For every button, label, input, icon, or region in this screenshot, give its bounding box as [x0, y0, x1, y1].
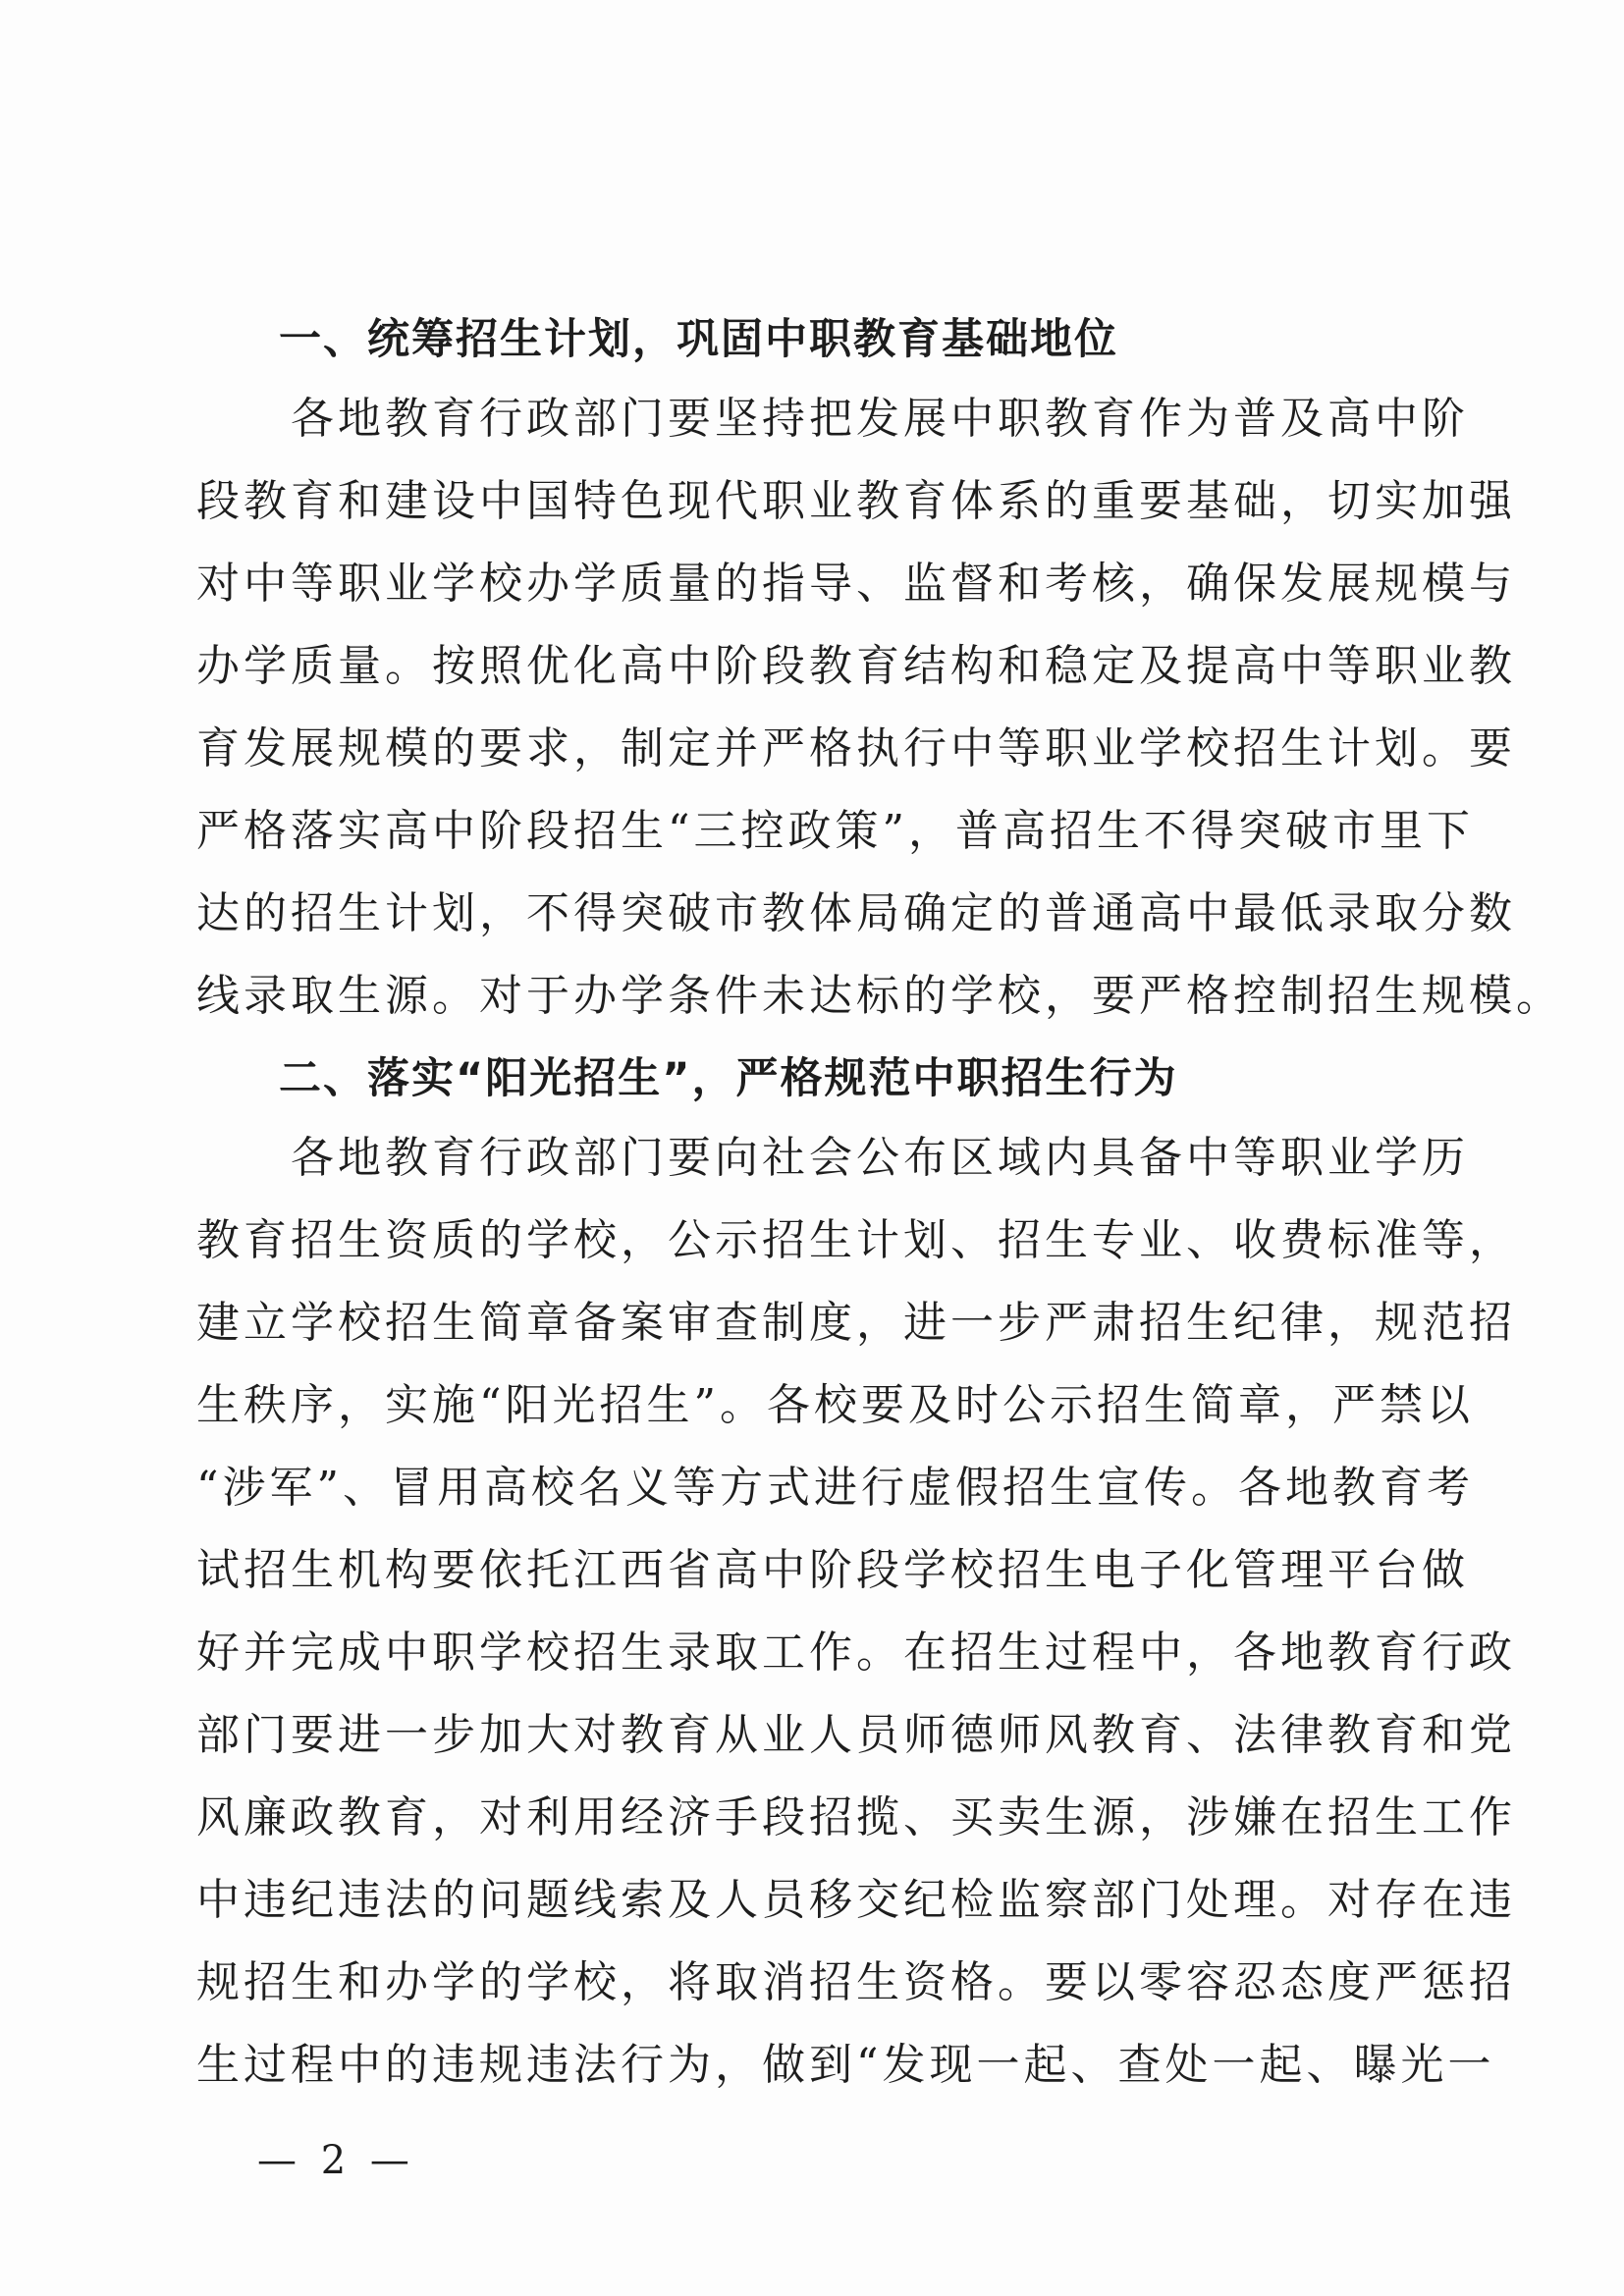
paragraph-line: 中违纪违法的问题线索及人员移交纪检监察部门处理。对存在违 [196, 1875, 1516, 1925]
page-number: — 2 — [257, 2138, 415, 2183]
paragraph-line: 规招生和办学的学校，将取消招生资格。要以零容忍态度严惩招 [196, 1957, 1516, 2007]
paragraph-line: 段教育和建设中国特色现代职业教育体系的重要基础，切实加强 [196, 476, 1516, 526]
paragraph-line: 严格落实高中阶段招生“三控政策”，普高招生不得突破市里下 [196, 806, 1474, 856]
section-2-heading: 二、落实“阳光招生”，严格规范中职招生行为 [279, 1054, 1178, 1103]
paragraph-line: 达的招生计划，不得突破市教体局确定的普通高中最低录取分数 [196, 888, 1516, 938]
paragraph-line: 生过程中的违规违法行为，做到“发现一起、查处一起、曝光一 [196, 2040, 1495, 2090]
section-1-heading: 一、统筹招生计划，巩固中职教育基础地位 [279, 315, 1118, 364]
paragraph-line: 教育招生资质的学校，公示招生计划、招生专业、收费标准等， [196, 1215, 1516, 1265]
paragraph-line: 建立学校招生简章备案审查制度，进一步严肃招生纪律，规范招 [196, 1298, 1516, 1348]
paragraph-line: 好并完成中职学校招生录取工作。在招生过程中，各地教育行政 [196, 1628, 1516, 1678]
paragraph-line: 部门要进一步加大对教育从业人员师德师风教育、法律教育和党 [196, 1710, 1516, 1760]
paragraph-line: “涉军”、冒用高校名义等方式进行虚假招生宣传。各地教育考 [196, 1463, 1474, 1513]
paragraph-line: 育发展规模的要求，制定并严格执行中等职业学校招生计划。要 [196, 723, 1516, 774]
paragraph-line: 线录取生源。对于办学条件未达标的学校，要严格控制招生规模。 [196, 971, 1563, 1021]
section-1-paragraph [196, 378, 1563, 1038]
paragraph-line: 试招生机构要依托江西省高中阶段学校招生电子化管理平台做 [196, 1545, 1469, 1595]
paragraph-line: 对中等职业学校办学质量的指导、监督和考核，确保发展规模与 [196, 559, 1516, 609]
paragraph-line: 风廉政教育，对利用经济手段招揽、买卖生源，涉嫌在招生工作 [196, 1792, 1516, 1842]
paragraph-line: 办学质量。按照优化高中阶段教育结构和稳定及提高中等职业教 [196, 641, 1516, 691]
paragraph-line: 各地教育行政部门要向社会公布区域内具备中等职业学历 [196, 1133, 1469, 1183]
paragraph-line: 生秩序，实施“阳光招生”。各校要及时公示招生简章，严禁以 [196, 1380, 1474, 1430]
paragraph-line: 各地教育行政部门要坚持把发展中职教育作为普及高中阶 [196, 394, 1469, 444]
section-2-paragraph [196, 1117, 1516, 2107]
